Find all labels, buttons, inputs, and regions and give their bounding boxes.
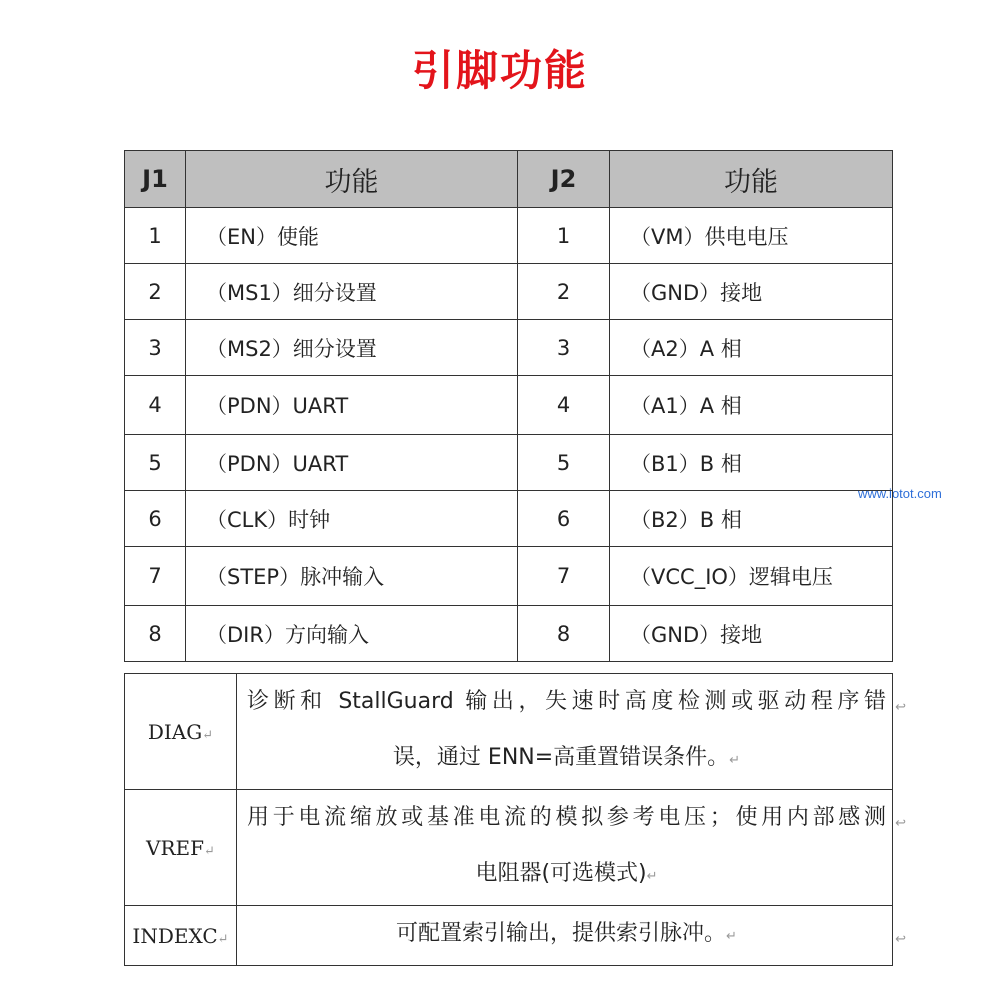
table-row [125,606,893,662]
table-row [125,790,893,906]
header-j2: J2 [518,151,610,208]
cell-end-mark-icon: ↩ [895,816,906,831]
paragraph-mark-icon: ↵ [726,929,737,944]
j2-pin-number: 2 [518,264,610,320]
j1-pin-number: 4 [125,376,186,435]
table-row [125,547,893,606]
table-row [125,674,893,790]
signal-label: VREF [146,835,205,860]
j1-pin-function: （MS2）细分设置 [186,320,518,376]
signal-description [237,674,906,790]
j1-pin-number: 2 [125,264,186,320]
j2-pin-function: （GND）接地 [610,264,893,320]
j2-pin-function: （GND）接地 [610,606,893,662]
j1-pin-function: （PDN）UART [186,435,518,491]
j1-pin-function: （STEP）脉冲输入 [186,547,518,606]
paragraph-mark-icon: ↵ [202,727,214,743]
j2-pin-number: 7 [518,547,610,606]
signal-label-indexc [125,906,237,966]
table-row [125,264,893,320]
paragraph-mark-icon: ↵ [646,869,658,884]
j1-pin-number: 6 [125,491,186,547]
description-line: 用于电流缩放或基准电流的模拟参考电压；使用内部感测 [247,805,886,830]
signal-label: INDEXC [132,923,218,948]
j2-pin-number: 4 [518,376,610,435]
table-row [125,320,893,376]
j2-pin-number: 8 [518,606,610,662]
j1-pin-number: 1 [125,208,186,264]
j1-pin-number: 7 [125,547,186,606]
j2-pin-number: 1 [518,208,610,264]
description-line: 可配置索引输出，提供索引脉冲。↵ [396,921,737,946]
j1-pin-function: （MS1）细分设置 [186,264,518,320]
j2-pin-function: （VCC_IO）逻辑电压 [610,547,893,606]
description-line: 误，通过 ENN=高重置错误条件。↵ [392,745,741,770]
j2-pin-function: （B2）B 相 [610,491,893,547]
header-function-j1: 功能 [186,151,518,208]
header-j1: J1 [125,151,186,208]
j2-pin-function: （B1）B 相 [610,435,893,491]
j1-pin-function: （PDN）UART [186,376,518,435]
j1-pin-number: 3 [125,320,186,376]
j1-pin-function: （EN）使能 [186,208,518,264]
table-header-row [125,151,893,208]
description-line: 诊断和 StallGuard 输出，失速时高度检测或驱动程序错 [247,689,886,714]
j1-pin-number: 8 [125,606,186,662]
j2-pin-function: （A1）A 相 [610,376,893,435]
paragraph-mark-icon: ↵ [204,843,215,859]
header-function-j2: 功能 [610,151,893,208]
description-line: 电阻器(可选模式)↵ [475,861,658,886]
j2-pin-function: （A2）A 相 [610,320,893,376]
signal-label-vref [125,790,237,906]
j2-pin-number: 3 [518,320,610,376]
j2-pin-number: 5 [518,435,610,491]
table-row [125,906,893,966]
paragraph-mark-icon: ↵ [729,753,741,768]
j1-pin-function: （DIR）方向输入 [186,606,518,662]
paragraph-mark-icon: ↵ [217,931,229,947]
j2-pin-function: （VM）供电电压 [610,208,893,264]
j1-pin-function: （CLK）时钟 [186,491,518,547]
table-row [125,208,893,264]
table-row [125,435,893,491]
signal-label-diag [125,674,237,790]
j2-pin-number: 6 [518,491,610,547]
table-row [125,491,893,547]
pin-function-table [124,150,893,662]
cell-end-mark-icon: ↩ [895,700,906,715]
page-title: 引脚功能 [411,46,588,95]
signal-label: DIAG [147,719,203,744]
signal-description [237,790,906,906]
signal-description-table [124,673,906,966]
cell-end-mark-icon: ↩ [895,932,906,947]
j1-pin-number: 5 [125,435,186,491]
watermark: www.iotot.com [858,486,942,501]
table-row [125,376,893,435]
signal-description [237,906,906,966]
